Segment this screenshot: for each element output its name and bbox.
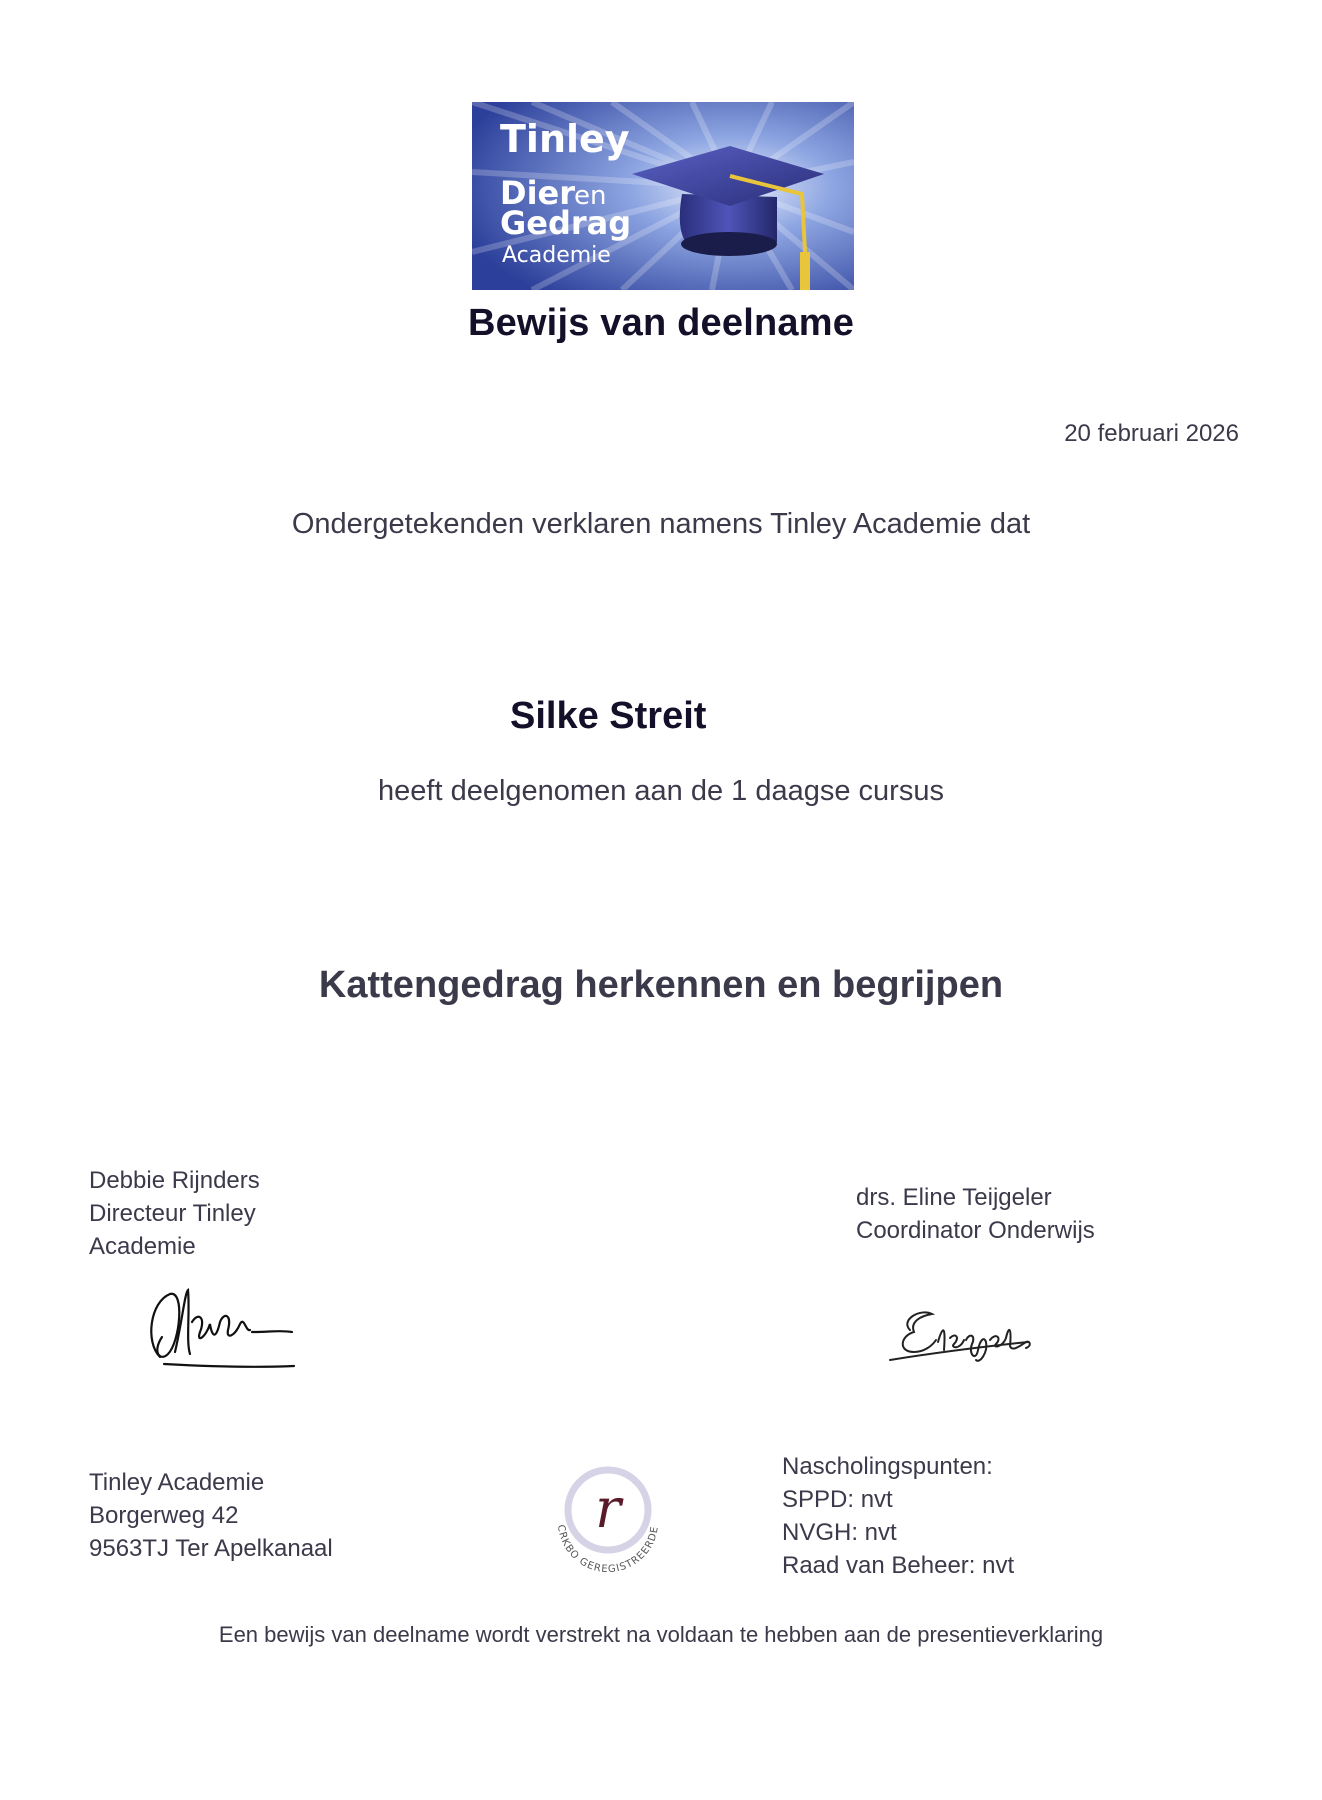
svg-text:r: r	[595, 1477, 621, 1540]
signatory-left-role-cont: Academie	[89, 1233, 196, 1260]
declaration-intro: Ondergetekenden verklaren namens Tinley Academie dat	[291, 508, 1031, 540]
course-name: Kattengedrag herkennen en begrijpen	[318, 964, 1004, 1006]
tinley-logo	[472, 102, 854, 290]
points-nvgh: NVGH: nvt	[782, 1519, 897, 1546]
points-heading: Nascholingspunten:	[782, 1453, 993, 1480]
svg-text:Academie: Academie	[502, 243, 611, 268]
signatory-left-role: Directeur Tinley	[89, 1200, 256, 1227]
address-line-3: 9563TJ Ter Apelkanaal	[89, 1535, 333, 1562]
signature-left	[140, 1282, 300, 1377]
svg-text:en: en	[574, 181, 607, 211]
signature-right	[880, 1280, 1050, 1385]
signatory-right-name: drs. Eline Teijgeler	[856, 1184, 1052, 1211]
course-description: heeft deelgenomen aan de 1 daagse cursus	[378, 775, 944, 807]
points-sppd: SPPD: nvt	[782, 1486, 893, 1513]
continuing-education-points	[782, 1450, 1014, 1582]
svg-text:Tinley: Tinley	[500, 117, 630, 161]
svg-text:Dier: Dier	[500, 174, 576, 212]
signatory-right-role: Coordinator Onderwijs	[856, 1217, 1095, 1244]
certificate-date: 20 februari 2026	[1064, 420, 1239, 447]
certificate-title: Bewijs van deelname	[467, 302, 855, 344]
signatory-left	[89, 1164, 289, 1263]
signatory-right	[856, 1181, 1176, 1247]
svg-text:CRKBO GEREGISTREERDE INSTELLIN: CRKBO GEREGISTREERDE	[554, 1523, 661, 1576]
participant-name: Silke Streit	[510, 695, 707, 737]
address-line-2: Borgerweg 42	[89, 1502, 239, 1529]
signatory-left-name: Debbie Rijnders	[89, 1167, 260, 1194]
address-line-1: Tinley Academie	[89, 1469, 265, 1496]
crkbo-seal	[538, 1452, 678, 1597]
academy-address	[89, 1466, 333, 1565]
footer-note: Een bewijs van deelname wordt verstrekt na voldaan te hebben aan de presentieverklaring	[218, 1622, 1104, 1647]
svg-text:Gedrag: Gedrag	[500, 204, 632, 242]
points-rvb: Raad van Beheer: nvt	[782, 1552, 1015, 1579]
